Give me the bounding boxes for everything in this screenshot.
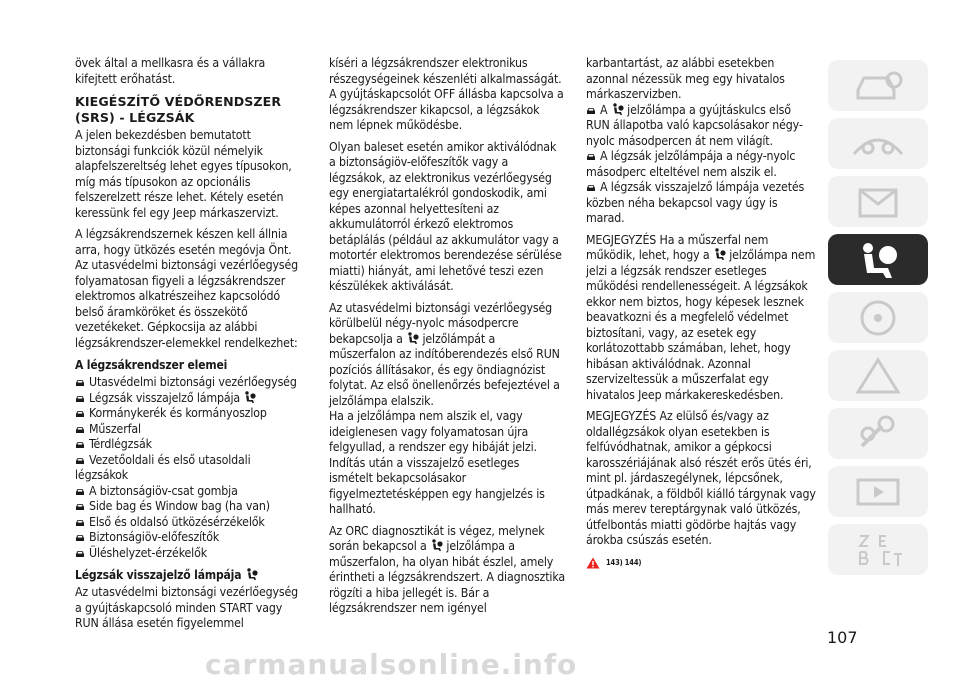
airbag-lamp-icon	[243, 391, 256, 404]
car-bullet-icon	[75, 488, 85, 496]
envelope-icon	[850, 182, 906, 222]
paragraph: Ha a jelzőlámpa nem alszik el, vagy ideiglenesen vagy folyamatosan újra felgyullad, a rendszer egy hibáját jelzi. Indítás után a visszajelző esetleges ismételt bekapcsolásakor figyelmeztetésképpen egy hangjelzés is hallható.	[329, 409, 545, 516]
steering-wheel-icon	[850, 298, 906, 338]
airbag-lamp-icon	[430, 539, 443, 552]
paragraph: A jelen bekezdésben bemutatott biztonsági funkciók közül némelyik alapfelszereltség lehet egyes típusokon, míg más típusokon az opcionális felszerelzett része lehet. Kétely esetén keressünk fel egy Jeep márkaszervizt.	[75, 128, 292, 220]
list-item: Biztonságiöv-előfeszítők	[75, 530, 303, 546]
tab-index[interactable]	[828, 524, 928, 575]
list-item: Kormánykerék és kormányoszlop	[75, 406, 303, 422]
list-item: A biztonságiöv-csat gombja	[75, 484, 303, 500]
list-item: Térdlégzsák	[75, 437, 303, 453]
list-item: A légzsák jelzőlámpája a négy-nyolc másodperc elteltével nem alszik el.	[586, 149, 796, 179]
paragraph: Olyan baleset esetén amikor aktiválódnak a biztonságiöv-előfeszítők vagy a légzsákok, az elektronikus vezérlőegység egy energiatartalékról gondoskodik, ami képes azonnal helyettesíteni az akkumulátorról érkező elektromos betáplálás (például az akkumulátor vagy a motortér elektromos berendezése sérülése miatti) hiányát, ami lehetővé teszi ezen készülékek aktiválását.	[329, 139, 562, 293]
section-heading: KIEGÉSZÍTŐ VÉDŐRENDSZER (SRS) - LÉGZSÁK	[75, 94, 282, 125]
component-list	[75, 375, 303, 561]
warning-triangle-icon	[586, 557, 600, 569]
watermark: carmanualsonline.info	[205, 648, 578, 681]
car-bullet-icon	[75, 395, 85, 403]
reference-numbers: 143) 144)	[606, 557, 642, 567]
paragraph: Az utasvédelmi biztonsági vezérlőegység a gyújtáskapcsoló minden START vagy RUN állása esetén figyelemmel	[75, 585, 299, 630]
index-letters-icon	[850, 530, 906, 570]
list-item: Üléshelyzet-érzékelők	[75, 546, 303, 562]
list-item: A légzsák visszajelző lámpája vezetés közben néha bekapcsol vagy úgy is marad.	[586, 180, 805, 225]
airbag-lamp-icon	[611, 103, 624, 116]
car-bullet-icon	[75, 457, 85, 465]
text-column-1	[75, 56, 303, 638]
car-bullet-icon	[75, 534, 85, 542]
list-item: Első és oldalsó ütközésérzékelők	[75, 515, 303, 531]
tab-servicing[interactable]	[828, 408, 928, 459]
chapter-tabs	[828, 60, 928, 582]
subheading-components: A légzsákrendszer elemei	[75, 358, 228, 372]
airbag-lamp-icon	[245, 568, 258, 581]
warning-triangle-icon	[850, 356, 906, 396]
list-item: Side bag és Window bag (ha van)	[75, 499, 303, 515]
page-number: 107	[827, 628, 858, 647]
paragraph: övek által a mellkasra és a vállakra kifejtett erőhatást.	[75, 56, 266, 86]
tab-multimedia[interactable]	[828, 466, 928, 517]
tab-car-info[interactable]	[828, 60, 928, 111]
list-item: Utasvédelmi biztonsági vezérlőegység	[75, 375, 303, 391]
service-wrench-icon	[850, 414, 906, 454]
car-bullet-icon	[75, 410, 85, 418]
list-item: Műszerfal	[75, 422, 303, 438]
airbag-seat-icon	[850, 240, 906, 280]
note-paragraph: MEGJEGYZÉS Ha a műszerfal nem működik, lehet, hogy a jelzőlámpa nem jelzi a légzsák rendszer esetleges működési rendellenességeit. A légzsákok ekkor nem biztos, hogy képesek lesznek beavatkozni és a megfelelő védelmet biztosítani, vagy, az esetek egy korlátozottabb számában, lehet, hogy hibásan aktiválódnak. Azonnal szervizeltessük a műszerfalat egy hivatalos Jeep márkakereskedésben.	[586, 232, 816, 402]
tab-emergency[interactable]	[828, 350, 928, 401]
paragraph: kíséri a légzsákrendszer elektronikus részegységeinek készenléti alkalmasságát. A gyújtáskapcsolót OFF állásba kapcsolva a légzsákrendszer kikapcsol, a légzsákok nem lépnek működésbe.	[329, 56, 564, 132]
paragraph: A légzsákrendszernek készen kell állnia arra, hogy ütközés esetén megóvja Önt. Az utasvédelmi biztonsági vezérlőegység folyamatosan figyeli a légzsákrendszer elektromos alkatrészeihez kapcsolódó belső áramköröket és összekötő vezetékeket. Gépkocsija az alábbi légzsákrendszer-elemekkel rendelkezhet:	[75, 227, 299, 350]
car-bullet-icon	[75, 519, 85, 527]
car-bullet-icon	[75, 550, 85, 558]
paragraph: karbantartást, az alábbi esetekben azonnal nézessük meg egy hivatalos márkaszervizben.	[586, 56, 785, 101]
car-bullet-icon	[75, 379, 85, 387]
list-item: Légzsák visszajelző lámpája	[75, 391, 303, 407]
warning-references	[586, 555, 816, 572]
car-bullet-icon	[75, 503, 85, 511]
text-column-2	[329, 56, 565, 623]
tab-safety[interactable]	[828, 234, 928, 285]
dashboard-icon	[850, 124, 906, 164]
airbag-lamp-icon	[406, 332, 419, 345]
list-item: Vezetőoldali és első utasoldali légzsákok	[75, 452, 251, 482]
car-bullet-icon	[586, 184, 596, 192]
subheading-warning-lamp: Légzsák visszajelző lámpája	[75, 568, 303, 583]
tab-dashboard[interactable]	[828, 118, 928, 169]
note-paragraph: MEGJEGYZÉS Az elülső és/vagy az oldallégzsákok olyan esetekben is felfúvódhatnak, amikor a gépkocsi karosszériájának alsó részét erős ütés éri, mint pl. járdaszegélynek, lépcsőnek, útpadkának, a földből kiálló tárgynak vagy más merev tereptárgynak való ütközés, útfelbontás miatti gödörbe hajtás vagy árokba csúszás esetén.	[586, 409, 816, 547]
tab-starting-driving[interactable]	[828, 292, 928, 343]
airbag-lamp-icon	[713, 248, 726, 261]
car-bullet-icon	[586, 107, 596, 115]
paragraph: Az utasvédelmi biztonsági vezérlőegység körülbelül négy-nyolc másodpercre bekapcsolja a jelzőlámpát a műszerfalon az indítóberendezés első RUN pozíciós állításakor, és egy öndiagnózist folytat. Az első önellenőrzés befejeztével a jelzőlámpa elalszik.	[329, 300, 560, 408]
text-column-3	[586, 56, 816, 577]
car-info-icon	[850, 66, 906, 106]
list-item: A jelzőlámpa a gyújtáskulcs első RUN állapotba való kapcsolásakor négy-nyolc másodpercen át nem világít.	[586, 102, 803, 148]
tab-messages[interactable]	[828, 176, 928, 227]
car-bullet-icon	[75, 441, 85, 449]
media-icon	[850, 472, 906, 512]
paragraph: Az ORC diagnosztikát is végez, melynek során bekapcsol a jelzőlámpa a műszerfalon, ha olyan hibát észlel, amely érintheti a légzsákrendszert. A diagnosztika rögzíti a hiba jellegét is. Bár a légzsákrendszer nem igényel	[329, 523, 565, 615]
car-bullet-icon	[75, 426, 85, 434]
car-bullet-icon	[586, 153, 596, 161]
